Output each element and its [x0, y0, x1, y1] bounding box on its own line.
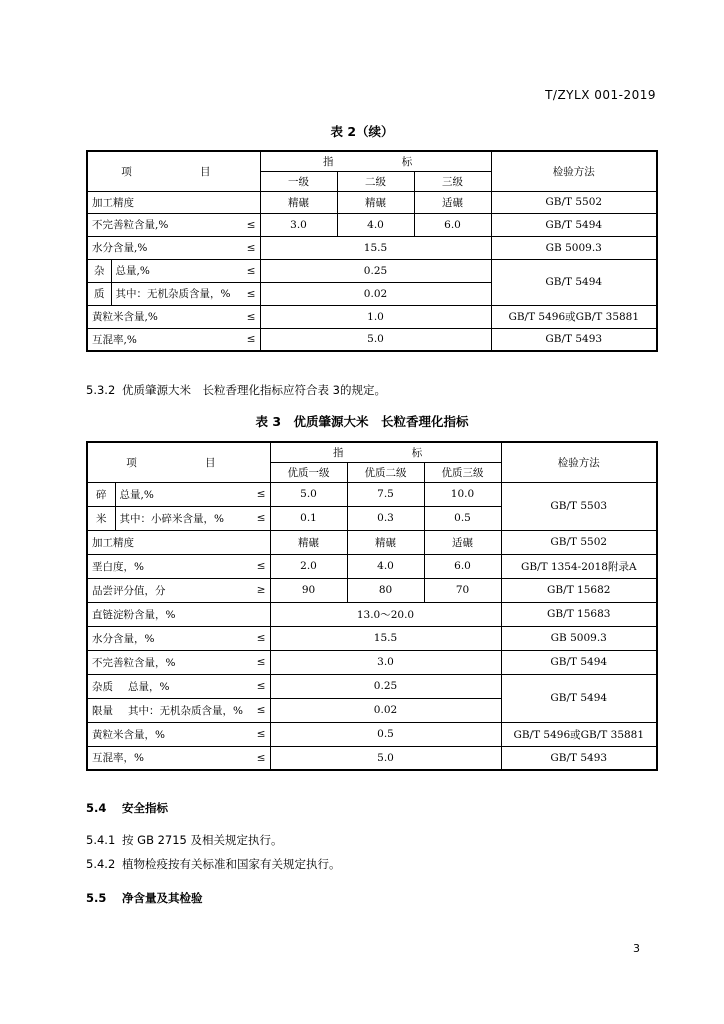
table2-head-index: 指 标 [260, 151, 491, 171]
table-row: 水分含量，% ≤ 15.5 GB 5009.3 [87, 626, 657, 650]
table2-grade-1: 一级 [260, 171, 337, 191]
table-row: 米 其中：小碎米含量，% ≤ 0.1 0.3 0.5 [87, 506, 657, 530]
table3-grade-3: 优质三级 [424, 462, 501, 482]
table-row: 水分含量,% ≤ 15.5 GB 5009.3 [87, 236, 657, 259]
table2-grade-2: 二级 [337, 171, 414, 191]
table-row: 限量 其中：无机杂质含量，% ≤ 0.02 [87, 698, 657, 722]
table-row: 互混率,% ≤ 5.0 GB/T 5493 [87, 328, 657, 351]
page-number: 3 [633, 942, 640, 955]
paragraph-5-3-2: 5.3.2 优质肇源大米 长粒香理化指标应符合表 3的规定。 [86, 383, 386, 397]
table2-grade-3: 三级 [414, 171, 491, 191]
table-row: 杂质 总量，% ≤ 0.25 GB/T 5494 [87, 674, 657, 698]
table-row: 不完善粒含量，% ≤ 3.0 GB/T 5494 [87, 650, 657, 674]
paragraph-5-4-2: 5.4.2 植物检疫按有关标准和国家有关规定执行。 [86, 857, 341, 871]
paragraph-5-4-1: 5.4.1 按 GB 2715 及相关规定执行。 [86, 833, 283, 847]
document-code: T/ZYLX 001-2019 [545, 88, 656, 102]
table-row: 加工精度 精碾 精碾 适碾 GB/T 5502 [87, 191, 657, 213]
table-row: 不完善粒含量,% ≤ 3.0 4.0 6.0 GB/T 5494 [87, 213, 657, 236]
table2-head-item: 项 目 [87, 151, 260, 191]
table2 [86, 150, 658, 352]
table3-caption: 表 3 优质肇源大米 长粒香理化指标 [255, 414, 469, 429]
table3-grade-2: 优质二级 [347, 462, 424, 482]
table-row: 加工精度 精碾 精碾 适碾 GB/T 5502 [87, 530, 657, 554]
table-row: 直链淀粉含量，% 13.0～20.0 GB/T 15683 [87, 602, 657, 626]
table2-head-method: 检验方法 [491, 151, 657, 191]
table3-head-item: 项 目 [87, 442, 270, 482]
table3 [86, 441, 658, 771]
table3-head-method: 检验方法 [501, 442, 657, 482]
table-row: 质 其中：无机杂质含量，% ≤ 0.02 [87, 282, 657, 305]
table-row: 碎 总量,% ≤ 5.0 7.5 10.0 GB/T 5503 [87, 482, 657, 506]
section-5-4-heading: 5.4 安全指标 [86, 801, 168, 815]
table-row: 垩白度，% ≤ 2.0 4.0 6.0 GB/T 1354-2018附录A [87, 554, 657, 578]
table-row: 黄粒米含量，% ≤ 0.5 GB/T 5496或GB/T 35881 [87, 722, 657, 746]
table-row: 杂 总量,% ≤ 0.25 GB/T 5494 [87, 259, 657, 282]
table-row: 品尝评分值，分 ≥ 90 80 70 GB/T 15682 [87, 578, 657, 602]
table3-grade-1: 优质一级 [270, 462, 347, 482]
table2-caption: 表 2（续） [330, 124, 394, 139]
table-row: 互混率，% ≤ 5.0 GB/T 5493 [87, 746, 657, 770]
table-row: 黄粒米含量,% ≤ 1.0 GB/T 5496或GB/T 35881 [87, 305, 657, 328]
section-5-5-heading: 5.5 净含量及其检验 [86, 891, 203, 905]
table3-head-index: 指 标 [270, 442, 501, 462]
